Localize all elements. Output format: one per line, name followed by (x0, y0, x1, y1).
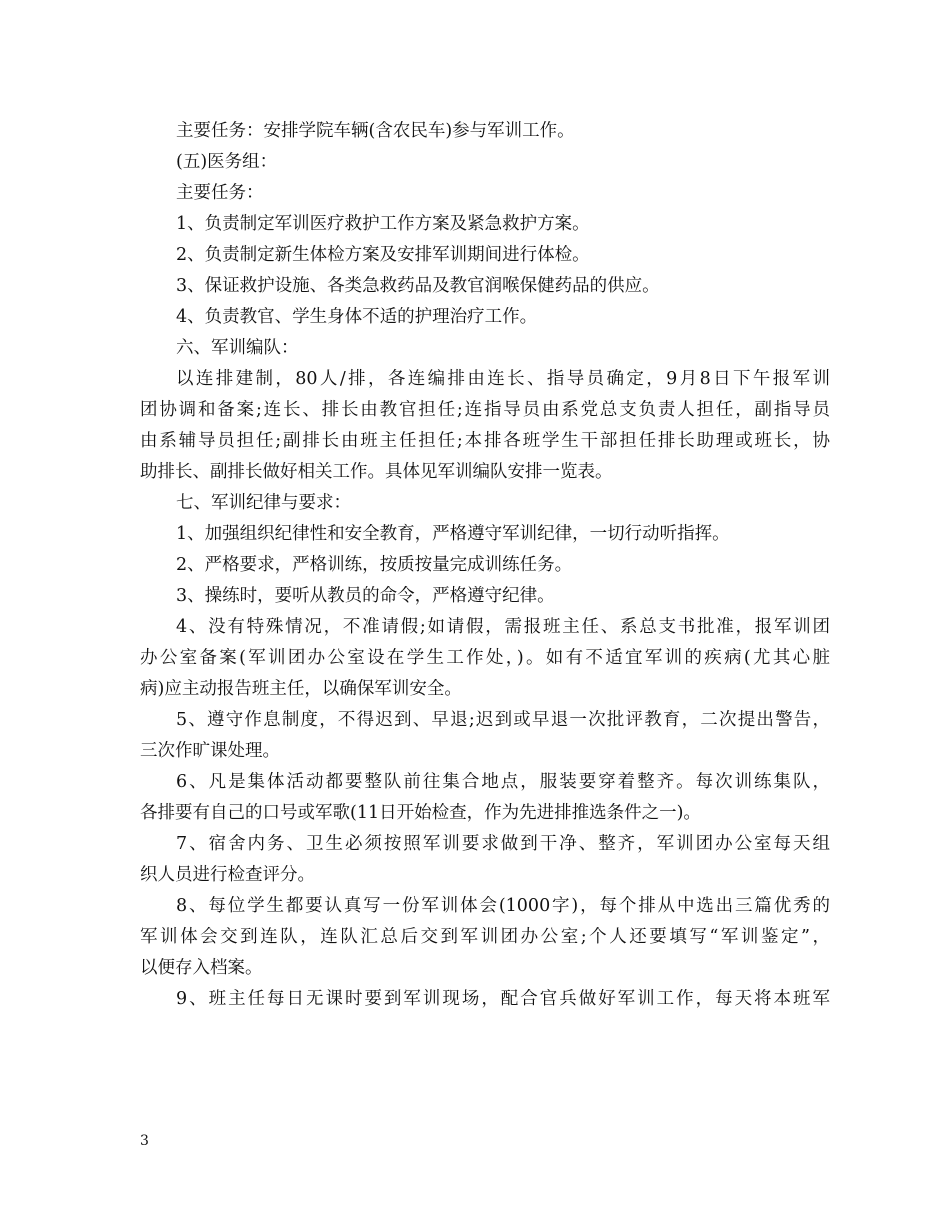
text-line: 军训体会交到连队，连队汇总后交到军训团办公室;个人还要填写“军训鉴定”， (140, 927, 830, 947)
text-line: 七、军训纪律与要求： (176, 493, 351, 513)
text-line: 病)应主动报告班主任，以确保军训安全。 (140, 679, 462, 699)
text-line: 5、遵守作息制度，不得迟到、早退;迟到或早退一次批评教育，二次提出警告， (176, 710, 830, 730)
text-line: 主要任务：安排学院车辆(含农民车)参与军训工作。 (176, 121, 575, 141)
text-line: (五)医务组： (176, 152, 278, 172)
text-line: 六、军训编队： (176, 338, 299, 358)
text-line: 3、保证救护设施、各类急救药品及教官润喉保健药品的供应。 (176, 276, 660, 296)
text-line: 织人员进行检查评分。 (140, 865, 315, 885)
text-line: 4、没有特殊情况，不准请假;如请假，需报班主任、系总支书批准，报军训团 (176, 617, 830, 637)
text-line: 主要任务： (176, 183, 264, 203)
text-line: 1、加强组织纪律性和安全教育，严格遵守军训纪律，一切行动听指挥。 (176, 524, 730, 544)
text-line: 1、负责制定军训医疗救护工作方案及紧急救护方案。 (176, 214, 590, 234)
text-line: 由系辅导员担任;副排长由班主任担任;本排各班学生干部担任排长助理或班长，协 (140, 431, 830, 451)
text-line: 各排要有自己的口号或军歌(11日开始检查，作为先进排推选条件之一)。 (140, 803, 701, 823)
text-line: 2、负责制定新生体检方案及安排军训期间进行体检。 (176, 245, 590, 265)
text-line: 9、班主任每日无课时要到军训现场，配合官兵做好军训工作，每天将本班军 (176, 989, 830, 1009)
text-line: 办公室备案(军训团办公室设在学生工作处，)。如有不适宜军训的疾病(尤其心脏 (140, 648, 830, 668)
text-line: 8、每位学生都要认真写一份军训体会(1000字)，每个排从中选出三篇优秀的 (176, 896, 830, 916)
text-line: 三次作旷课处理。 (140, 741, 280, 761)
text-line: 2、严格要求，严格训练，按质按量完成训练任务。 (176, 555, 573, 575)
text-line: 6、凡是集体活动都要整队前往集合地点，服装要穿着整齐。每次训练集队， (176, 772, 830, 792)
text-line: 以连排建制，80人/排，各连编排由连长、指导员确定，9月8日下午报军训 (176, 369, 830, 389)
document-body (140, 116, 830, 1015)
text-line: 助排长、副排长做好相关工作。具体见军训编队安排一览表。 (140, 462, 613, 482)
text-line: 3、操练时，要听从教员的命令，严格遵守纪律。 (176, 586, 555, 606)
page-number: 3 (140, 1133, 149, 1149)
text-line: 以便存入档案。 (140, 958, 263, 978)
text-line: 7、宿舍内务、卫生必须按照军训要求做到干净、整齐，军训团办公室每天组 (176, 834, 830, 854)
text-line: 4、负责教官、学生身体不适的护理治疗工作。 (176, 307, 538, 327)
text-line: 团协调和备案;连长、排长由教官担任;连指导员由系党总支负责人担任，副指导员 (140, 400, 830, 420)
